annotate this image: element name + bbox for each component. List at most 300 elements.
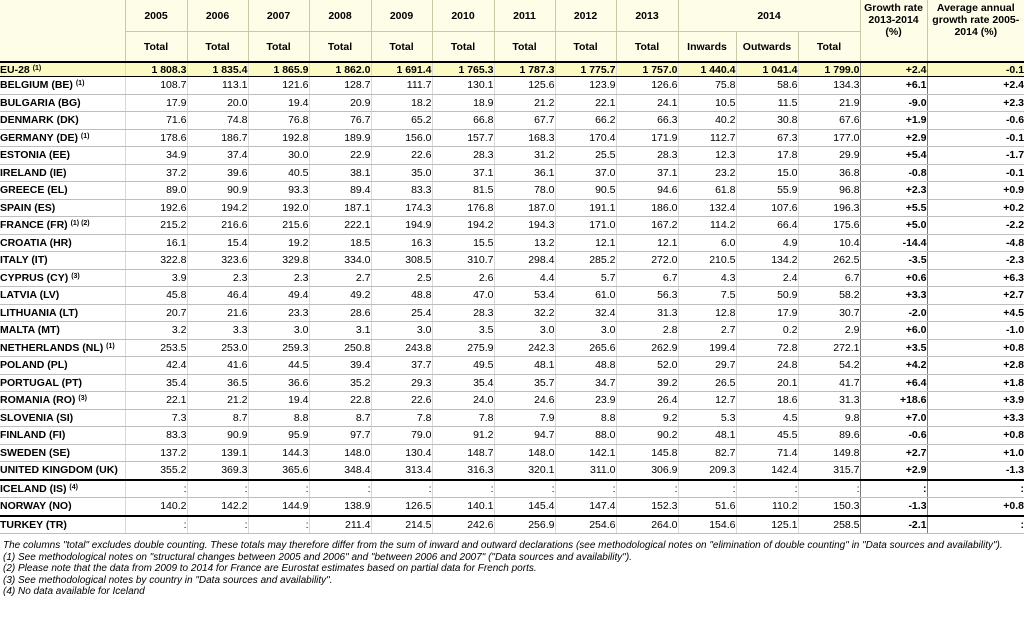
value-cell: 192.6 <box>125 199 187 217</box>
country-name: NETHERLANDS (NL) <box>0 341 104 354</box>
table-row <box>0 357 1024 375</box>
table-row <box>0 374 1024 392</box>
value-cell: 253.5 <box>125 339 187 357</box>
avg-growth-cell: +0.8 <box>927 498 1024 516</box>
value-cell: 259.3 <box>248 339 309 357</box>
value-cell: 209.3 <box>678 462 736 480</box>
value-cell: 90.2 <box>616 427 678 445</box>
value-cell: 24.6 <box>494 392 555 410</box>
row-label <box>0 427 125 445</box>
value-cell: 18.2 <box>371 94 432 112</box>
value-cell: : <box>798 480 860 498</box>
value-cell: 71.6 <box>125 112 187 130</box>
value-cell: 5.7 <box>555 269 616 287</box>
country-name: PORTUGAL (PT) <box>0 376 83 389</box>
row-label <box>0 304 125 322</box>
footnote-ref: (1) <box>106 342 115 350</box>
value-cell: 298.4 <box>494 252 555 270</box>
value-cell: 22.1 <box>555 94 616 112</box>
value-cell: 13.2 <box>494 234 555 252</box>
value-cell: 2.7 <box>678 322 736 340</box>
growth-cell: -2.1 <box>860 516 927 534</box>
table-row <box>0 234 1024 252</box>
value-cell: 6.7 <box>616 269 678 287</box>
value-cell: 130.1 <box>432 77 494 95</box>
footnote-ref: (1) <box>75 80 85 88</box>
table-row <box>0 339 1024 357</box>
row-label <box>0 462 125 480</box>
country-name: BELGIUM (BE) <box>0 79 73 92</box>
value-cell: 90.9 <box>187 182 248 200</box>
value-cell: 18.5 <box>309 234 371 252</box>
row-label <box>0 234 125 252</box>
value-cell: 2.8 <box>616 322 678 340</box>
value-cell: 96.8 <box>798 182 860 200</box>
row-label <box>0 62 125 77</box>
growth-cell: +7.0 <box>860 409 927 427</box>
row-label <box>0 409 125 427</box>
value-cell: 12.8 <box>678 304 736 322</box>
value-cell: 12.7 <box>678 392 736 410</box>
table-row <box>0 164 1024 182</box>
country-name: SLOVENIA (SI) <box>0 411 74 424</box>
value-cell: 83.3 <box>371 182 432 200</box>
year-header: 2005 <box>125 0 187 32</box>
value-cell: 19.4 <box>248 392 309 410</box>
value-cell: 187.0 <box>494 199 555 217</box>
growth-header: Growth rate 2013-2014 (%) <box>860 0 927 62</box>
value-cell: : <box>125 480 187 498</box>
table-row <box>0 62 1024 77</box>
value-cell: 82.7 <box>678 444 736 462</box>
growth-cell: +5.0 <box>860 217 927 235</box>
value-cell: : <box>736 480 798 498</box>
avg-growth-cell: +1.8 <box>927 374 1024 392</box>
value-cell: 170.4 <box>555 129 616 147</box>
growth-cell: +4.2 <box>860 357 927 375</box>
value-cell: 272.0 <box>616 252 678 270</box>
growth-cell: +6.1 <box>860 77 927 95</box>
value-cell: 37.7 <box>371 357 432 375</box>
year-header: 2013 <box>616 0 678 32</box>
value-cell: 2.9 <box>798 322 860 340</box>
table-row <box>0 444 1024 462</box>
value-cell: 67.7 <box>494 112 555 130</box>
value-cell: 147.4 <box>555 498 616 516</box>
growth-cell: +2.9 <box>860 129 927 147</box>
value-cell: 142.4 <box>736 462 798 480</box>
value-cell: 4.5 <box>736 409 798 427</box>
value-cell: 35.4 <box>432 374 494 392</box>
value-cell: 48.8 <box>555 357 616 375</box>
value-cell: 28.3 <box>432 304 494 322</box>
value-cell: 19.2 <box>248 234 309 252</box>
value-cell: 67.3 <box>736 129 798 147</box>
value-cell: 171.0 <box>555 217 616 235</box>
value-cell: 1 862.0 <box>309 62 371 77</box>
value-cell: 7.8 <box>432 409 494 427</box>
value-cell: 2.4 <box>736 269 798 287</box>
row-label <box>0 182 125 200</box>
row-label <box>0 498 125 516</box>
value-cell: 258.5 <box>798 516 860 534</box>
value-cell: 66.3 <box>616 112 678 130</box>
value-cell: 34.9 <box>125 147 187 165</box>
value-cell: 191.1 <box>555 199 616 217</box>
value-cell: 20.0 <box>187 94 248 112</box>
value-cell: 20.9 <box>309 94 371 112</box>
country-name: POLAND (PL) <box>0 359 68 372</box>
value-cell: 12.1 <box>555 234 616 252</box>
year-header: 2010 <box>432 0 494 32</box>
value-cell: 52.0 <box>616 357 678 375</box>
value-cell: 8.8 <box>248 409 309 427</box>
value-cell: 121.6 <box>248 77 309 95</box>
value-cell: 48.1 <box>678 427 736 445</box>
value-cell: 61.0 <box>555 287 616 305</box>
total-header: Total <box>371 32 432 63</box>
value-cell: 53.4 <box>494 287 555 305</box>
table-row <box>0 480 1024 498</box>
footnote-ref: (3) <box>71 272 80 280</box>
value-cell: 144.9 <box>248 498 309 516</box>
row-label <box>0 217 125 235</box>
value-cell: 322.8 <box>125 252 187 270</box>
value-cell: 22.9 <box>309 147 371 165</box>
country-name: LATVIA (LV) <box>0 289 60 302</box>
value-cell: : <box>371 480 432 498</box>
value-cell: 5.3 <box>678 409 736 427</box>
country-name: BULGARIA (BG) <box>0 96 81 109</box>
total-header: Total <box>798 32 860 63</box>
value-cell: 8.7 <box>187 409 248 427</box>
value-cell: 9.8 <box>798 409 860 427</box>
value-cell: 20.1 <box>736 374 798 392</box>
value-cell: 194.2 <box>432 217 494 235</box>
value-cell: 23.9 <box>555 392 616 410</box>
row-label <box>0 269 125 287</box>
value-cell: 171.9 <box>616 129 678 147</box>
value-cell: 1 440.4 <box>678 62 736 77</box>
footnote: (1) See methodological notes on "structural changes between 2005 and 2006" and "between 2006 and 2007" ("Data sources and availability"). <box>3 551 632 563</box>
total-header: Total <box>125 32 187 63</box>
value-cell: 156.0 <box>371 129 432 147</box>
table-row <box>0 147 1024 165</box>
value-cell: 44.5 <box>248 357 309 375</box>
value-cell: 36.6 <box>248 374 309 392</box>
footnote-ref: (3) <box>78 395 87 403</box>
value-cell: 22.6 <box>371 147 432 165</box>
value-cell: 6.0 <box>678 234 736 252</box>
growth-cell: -1.3 <box>860 498 927 516</box>
growth-cell: +3.3 <box>860 287 927 305</box>
value-cell: : <box>432 480 494 498</box>
country-name: ROMANIA (RO) <box>0 394 76 407</box>
value-cell: 61.8 <box>678 182 736 200</box>
value-cell: 7.9 <box>494 409 555 427</box>
value-cell: 167.2 <box>616 217 678 235</box>
value-cell: 250.8 <box>309 339 371 357</box>
row-label <box>0 129 125 147</box>
growth-cell: +1.9 <box>860 112 927 130</box>
value-cell: 108.7 <box>125 77 187 95</box>
value-cell: : <box>187 516 248 534</box>
value-cell: 23.3 <box>248 304 309 322</box>
value-cell: 320.1 <box>494 462 555 480</box>
value-cell: 24.0 <box>432 392 494 410</box>
footnote-ref: (1) <box>32 64 42 72</box>
value-cell: 1 765.3 <box>432 62 494 77</box>
value-cell: 78.0 <box>494 182 555 200</box>
value-cell: 21.9 <box>798 94 860 112</box>
value-cell: 189.9 <box>309 129 371 147</box>
value-cell: : <box>616 480 678 498</box>
value-cell: 41.6 <box>187 357 248 375</box>
value-cell: : <box>125 516 187 534</box>
value-cell: 134.3 <box>798 77 860 95</box>
avg-growth-header: Average annual growth rate 2005-2014 (%) <box>927 0 1024 62</box>
value-cell: 90.9 <box>187 427 248 445</box>
country-name: ITALY (IT) <box>0 254 48 267</box>
country-name: EU-28 <box>0 63 30 76</box>
value-cell: 34.7 <box>555 374 616 392</box>
avg-growth-cell: +1.0 <box>927 444 1024 462</box>
value-cell: 24.8 <box>736 357 798 375</box>
value-cell: 9.2 <box>616 409 678 427</box>
growth-cell: +2.4 <box>860 62 927 77</box>
growth-cell: : <box>860 480 927 498</box>
value-cell: 150.3 <box>798 498 860 516</box>
value-cell: 89.6 <box>798 427 860 445</box>
value-cell: 1 691.4 <box>371 62 432 77</box>
value-cell: 285.2 <box>555 252 616 270</box>
country-name: ESTONIA (EE) <box>0 149 71 162</box>
row-label <box>0 77 125 95</box>
value-cell: 242.3 <box>494 339 555 357</box>
value-cell: 1 799.0 <box>798 62 860 77</box>
value-cell: 10.5 <box>678 94 736 112</box>
value-cell: 55.9 <box>736 182 798 200</box>
value-cell: 7.3 <box>125 409 187 427</box>
table-row <box>0 516 1024 534</box>
avg-growth-cell: +0.9 <box>927 182 1024 200</box>
total-header: Total <box>432 32 494 63</box>
value-cell: 50.9 <box>736 287 798 305</box>
value-cell: 47.0 <box>432 287 494 305</box>
value-cell: 194.9 <box>371 217 432 235</box>
country-name: SPAIN (ES) <box>0 201 56 214</box>
value-cell: 89.4 <box>309 182 371 200</box>
footnote: The columns "total" excludes double counting. These totals may therefore differ from the sum of inward and outward declarations (see methodological notes on "elimination of double counting" in "Data sources and availability"). <box>3 540 1003 551</box>
value-cell: 210.5 <box>678 252 736 270</box>
table-row <box>0 129 1024 147</box>
value-cell: 48.8 <box>371 287 432 305</box>
row-label <box>0 164 125 182</box>
value-cell: 313.4 <box>371 462 432 480</box>
value-cell: 126.6 <box>616 77 678 95</box>
value-cell: 21.6 <box>187 304 248 322</box>
avg-growth-cell: -0.1 <box>927 62 1024 77</box>
value-cell: 30.8 <box>736 112 798 130</box>
avg-growth-cell: -1.0 <box>927 322 1024 340</box>
table-body <box>0 62 1024 534</box>
value-cell: 215.2 <box>125 217 187 235</box>
value-cell: 40.2 <box>678 112 736 130</box>
year-header: 2009 <box>371 0 432 32</box>
value-cell: 222.1 <box>309 217 371 235</box>
row-label <box>0 516 125 534</box>
value-cell: 35.4 <box>125 374 187 392</box>
value-cell: 18.9 <box>432 94 494 112</box>
value-cell: 194.2 <box>187 199 248 217</box>
value-cell: 256.9 <box>494 516 555 534</box>
value-cell: 39.4 <box>309 357 371 375</box>
value-cell: 199.4 <box>678 339 736 357</box>
value-cell: 126.5 <box>371 498 432 516</box>
growth-cell: +2.7 <box>860 444 927 462</box>
year-header: 2007 <box>248 0 309 32</box>
table-row <box>0 94 1024 112</box>
value-cell: 23.2 <box>678 164 736 182</box>
value-cell: 315.7 <box>798 462 860 480</box>
table-row <box>0 304 1024 322</box>
value-cell: 67.6 <box>798 112 860 130</box>
year-header: 2014 <box>678 0 860 32</box>
value-cell: 22.1 <box>125 392 187 410</box>
value-cell: 19.4 <box>248 94 309 112</box>
value-cell: 145.4 <box>494 498 555 516</box>
value-cell: 58.6 <box>736 77 798 95</box>
value-cell: 28.6 <box>309 304 371 322</box>
value-cell: 37.1 <box>616 164 678 182</box>
value-cell: : <box>494 480 555 498</box>
value-cell: 66.2 <box>555 112 616 130</box>
value-cell: 128.7 <box>309 77 371 95</box>
row-label <box>0 322 125 340</box>
avg-growth-cell: -2.3 <box>927 252 1024 270</box>
value-cell: 157.7 <box>432 129 494 147</box>
value-cell: 35.0 <box>371 164 432 182</box>
growth-cell: -0.8 <box>860 164 927 182</box>
value-cell: 216.6 <box>187 217 248 235</box>
table-row <box>0 252 1024 270</box>
value-cell: 88.0 <box>555 427 616 445</box>
avg-growth-cell: +2.3 <box>927 94 1024 112</box>
value-cell: 134.2 <box>736 252 798 270</box>
value-cell: 192.8 <box>248 129 309 147</box>
value-cell: 75.8 <box>678 77 736 95</box>
value-cell: 7.8 <box>371 409 432 427</box>
value-cell: 24.1 <box>616 94 678 112</box>
value-cell: 35.7 <box>494 374 555 392</box>
value-cell: 17.9 <box>736 304 798 322</box>
row-label <box>0 480 125 498</box>
avg-growth-cell: -0.1 <box>927 129 1024 147</box>
footnote-ref: (4) <box>69 483 78 491</box>
value-cell: 51.6 <box>678 498 736 516</box>
value-cell: 49.2 <box>309 287 371 305</box>
growth-cell: +5.4 <box>860 147 927 165</box>
value-cell: 25.5 <box>555 147 616 165</box>
value-cell: 192.0 <box>248 199 309 217</box>
value-cell: 196.3 <box>798 199 860 217</box>
value-cell: 90.5 <box>555 182 616 200</box>
value-cell: 308.5 <box>371 252 432 270</box>
avg-growth-cell: +0.8 <box>927 427 1024 445</box>
value-cell: 15.5 <box>432 234 494 252</box>
year-header: 2011 <box>494 0 555 32</box>
value-cell: 186.0 <box>616 199 678 217</box>
value-cell: 40.5 <box>248 164 309 182</box>
value-cell: 3.5 <box>432 322 494 340</box>
value-cell: 215.6 <box>248 217 309 235</box>
value-cell: 58.2 <box>798 287 860 305</box>
value-cell: 48.1 <box>494 357 555 375</box>
corner-cell <box>0 0 125 62</box>
value-cell: 214.5 <box>371 516 432 534</box>
value-cell: 142.2 <box>187 498 248 516</box>
growth-cell: +6.0 <box>860 322 927 340</box>
table-row <box>0 199 1024 217</box>
value-cell: 186.7 <box>187 129 248 147</box>
value-cell: 31.3 <box>616 304 678 322</box>
value-cell: 39.2 <box>616 374 678 392</box>
value-cell: 310.7 <box>432 252 494 270</box>
year-header: 2006 <box>187 0 248 32</box>
value-cell: 178.6 <box>125 129 187 147</box>
value-cell: 1 041.4 <box>736 62 798 77</box>
avg-growth-cell: -1.3 <box>927 462 1024 480</box>
value-cell: 4.9 <box>736 234 798 252</box>
value-cell: 49.4 <box>248 287 309 305</box>
avg-growth-cell: -4.8 <box>927 234 1024 252</box>
table-row <box>0 217 1024 235</box>
value-cell: 76.7 <box>309 112 371 130</box>
value-cell: 123.9 <box>555 77 616 95</box>
growth-cell: +6.4 <box>860 374 927 392</box>
country-name: FINLAND (FI) <box>0 429 66 442</box>
country-name: LITHUANIA (LT) <box>0 306 79 319</box>
growth-cell: -0.6 <box>860 427 927 445</box>
value-cell: 12.1 <box>616 234 678 252</box>
value-cell: 39.6 <box>187 164 248 182</box>
value-cell: 3.0 <box>494 322 555 340</box>
value-cell: 15.4 <box>187 234 248 252</box>
value-cell: 8.7 <box>309 409 371 427</box>
footnote-ref: (1) (2) <box>70 220 90 228</box>
value-cell: 45.5 <box>736 427 798 445</box>
value-cell: 144.3 <box>248 444 309 462</box>
value-cell: 132.4 <box>678 199 736 217</box>
value-cell: : <box>555 480 616 498</box>
value-cell: 149.8 <box>798 444 860 462</box>
value-cell: 253.0 <box>187 339 248 357</box>
value-cell: 21.2 <box>187 392 248 410</box>
growth-cell: -3.5 <box>860 252 927 270</box>
value-cell: 145.8 <box>616 444 678 462</box>
avg-growth-cell: -2.2 <box>927 217 1024 235</box>
value-cell: 112.7 <box>678 129 736 147</box>
value-cell: 31.2 <box>494 147 555 165</box>
footnote: (3) See methodological notes by country in "Data sources and availability". <box>3 574 333 586</box>
value-cell: 28.3 <box>432 147 494 165</box>
country-name: GREECE (EL) <box>0 184 68 197</box>
value-cell: 1 865.9 <box>248 62 309 77</box>
value-cell: 140.1 <box>432 498 494 516</box>
value-cell: 12.3 <box>678 147 736 165</box>
value-cell: 174.3 <box>371 199 432 217</box>
footnotes <box>3 540 1021 598</box>
